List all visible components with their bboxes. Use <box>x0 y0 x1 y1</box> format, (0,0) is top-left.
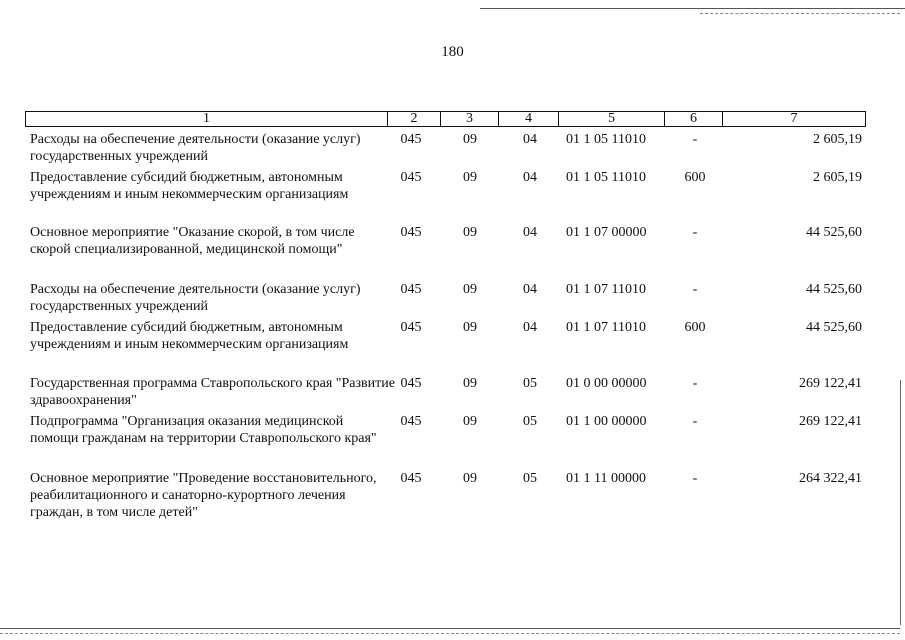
row-name: Предоставление субсидий бюджетным, автономным учреждениям и иным некоммерческим организациям <box>30 320 349 352</box>
row-subsection: 04 <box>523 320 537 335</box>
row-subsection: 04 <box>523 225 537 240</box>
scan-top-line <box>480 8 905 9</box>
row-amount: 2 605,19 <box>813 170 862 185</box>
header-cell: 7 <box>790 111 798 126</box>
row-name: Государственная программа Ставропольского края "Развитие здравоохранения" <box>30 376 395 408</box>
header-cell: 2 <box>388 112 441 126</box>
header-cell: 5 <box>559 112 665 126</box>
row-type: 600 <box>684 170 706 185</box>
row-name: Предоставление субсидий бюджетным, автономным учреждениям и иным некоммерческим организациям <box>30 170 349 202</box>
row-name: Расходы на обеспечение деятельности (оказание услуг) государственных учреждений <box>30 282 361 314</box>
row-section: 09 <box>463 132 477 147</box>
row-subsection: 04 <box>523 132 537 147</box>
page-number: 180 <box>441 44 464 60</box>
row-target: 01 1 07 11010 <box>566 282 646 297</box>
row-amount: 2 605,19 <box>813 132 862 147</box>
row-name: Расходы на обеспечение деятельности (оказание услуг) государственных учреждений <box>30 132 361 164</box>
header-cell: 1 <box>26 112 388 126</box>
table-header <box>25 111 866 127</box>
row-amount: 44 525,60 <box>806 225 862 240</box>
row-type: - <box>692 414 698 429</box>
row-subsection: 05 <box>523 376 537 391</box>
row-type: - <box>692 132 698 147</box>
row-subsection: 05 <box>523 471 537 486</box>
scan-bottom-line-2 <box>0 633 900 634</box>
row-type: 600 <box>684 320 706 335</box>
row-subsection: 05 <box>523 414 537 429</box>
scan-bottom-line <box>0 628 900 629</box>
row-section: 09 <box>463 471 477 486</box>
row-name: Подпрограмма "Организация оказания медицинской помощи гражданам на территории Ставропольского края" <box>30 414 377 446</box>
row-type: - <box>692 282 698 297</box>
row-subsection: 04 <box>523 170 537 185</box>
row-section: 09 <box>463 282 477 297</box>
header-cell: 6 <box>665 112 723 126</box>
row-target: 01 1 00 00000 <box>566 414 647 429</box>
row-type: - <box>692 225 698 240</box>
header-cell: 3 <box>441 112 499 126</box>
row-target: 01 1 07 11010 <box>566 320 646 335</box>
row-ministry: 045 <box>400 320 422 335</box>
row-amount: 269 122,41 <box>799 376 862 391</box>
row-type: - <box>692 471 698 486</box>
row-type: - <box>692 376 698 391</box>
row-section: 09 <box>463 225 477 240</box>
row-ministry: 045 <box>400 132 422 147</box>
row-ministry: 045 <box>400 376 422 391</box>
row-section: 09 <box>463 376 477 391</box>
row-amount: 44 525,60 <box>806 282 862 297</box>
row-ministry: 045 <box>400 471 422 486</box>
scan-right-edge <box>900 380 901 625</box>
row-name: Основное мероприятие "Проведение восстановительного, реабилитационного и санаторно-курортного лечения граждан, в том числе детей" <box>30 471 377 520</box>
row-ministry: 045 <box>400 170 422 185</box>
row-target: 01 0 00 00000 <box>566 376 647 391</box>
row-amount: 264 322,41 <box>799 471 862 486</box>
row-ministry: 045 <box>400 414 422 429</box>
row-section: 09 <box>463 320 477 335</box>
row-target: 01 1 07 00000 <box>566 225 647 240</box>
header-cell: 4 <box>499 112 559 126</box>
row-amount: 269 122,41 <box>799 414 862 429</box>
row-ministry: 045 <box>400 225 422 240</box>
row-section: 09 <box>463 414 477 429</box>
row-section: 09 <box>463 170 477 185</box>
row-ministry: 045 <box>400 282 422 297</box>
scan-top-line-2 <box>700 13 900 14</box>
row-target: 01 1 05 11010 <box>566 170 646 185</box>
row-target: 01 1 05 11010 <box>566 132 646 147</box>
row-name: Основное мероприятие "Оказание скорой, в том числе скорой специализированной, медицинской помощи" <box>30 225 355 257</box>
row-amount: 44 525,60 <box>806 320 862 335</box>
row-subsection: 04 <box>523 282 537 297</box>
row-target: 01 1 11 00000 <box>566 471 646 486</box>
